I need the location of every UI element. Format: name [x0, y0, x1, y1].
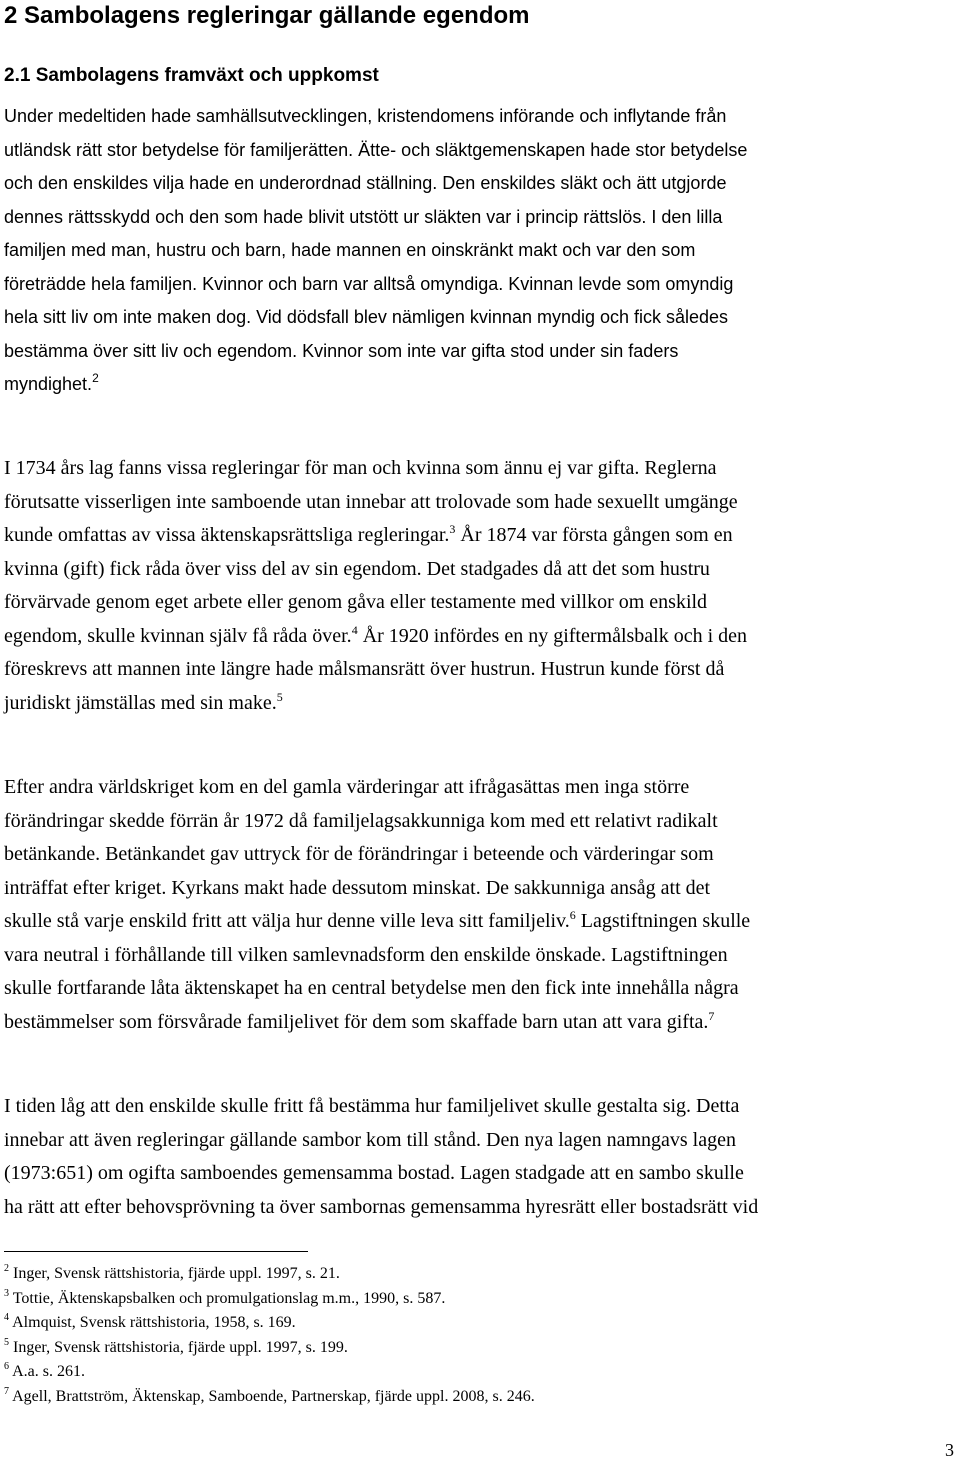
- footnote-number: 7: [4, 1385, 9, 1397]
- text-fragment: bestämmelser som försvårade familjelivet för dem som skaffade barn utan att vara gifta.: [4, 1010, 709, 1033]
- footnote-separator: [4, 1251, 308, 1252]
- footnote-text: Inger, Svensk rättshistoria, fjärde uppl. 1997, s. 199.: [13, 1338, 348, 1356]
- footnote-ref: 6: [569, 908, 576, 922]
- text-line: familjen med man, hustru och barn, hade mannen en oinskränkt makt och var den som: [4, 240, 696, 260]
- footnote-number: 2: [4, 1263, 9, 1274]
- footnote-ref: 7: [708, 1008, 715, 1023]
- text-line: I tiden låg att den enskilde skulle fritt få bestämma hur familjelivet skulle gestalta sig. Detta: [4, 1095, 740, 1117]
- text-fragment: Lagstiftningen skulle: [575, 910, 751, 932]
- paragraph-2: [4, 452, 747, 720]
- text-fragment: juridiskt jämställas med sin make.: [4, 691, 277, 714]
- footnote-text: A.a. s. 261.: [12, 1363, 86, 1380]
- text-line: (1973:651) om ogifta samboendes gemensamma bostad. Lagen stadgade att en sambo skulle: [4, 1162, 744, 1184]
- footnote: [4, 1360, 535, 1385]
- text-fragment: kunde omfattas av vissa äktenskapsrättsliga regleringar.: [4, 524, 450, 546]
- text-line: vara neutral i förhållande till vilken samlevnadsform den enskilde önskade. Lagstiftningen: [4, 943, 728, 966]
- text-fragment: myndighet.: [4, 374, 93, 394]
- footnote-number: 6: [4, 1361, 9, 1372]
- footnote-ref: 2: [92, 371, 99, 385]
- text-line: inträffat efter kriget. Kyrkans makt hade dessutom minskat. De sakkunniga ansåg att det: [4, 876, 711, 899]
- text-line: föreskrevs att mannen inte längre hade målsmansrätt över hustrun. Hustrun kunde först då: [4, 658, 725, 680]
- text-line: I 1734 års lag fanns vissa regleringar för man och kvinna som ännu ej var gifta. Reglerna: [4, 457, 717, 479]
- text-line: företrädde hela familjen. Kvinnor och barn var alltså omyndiga. Kvinnan levde som omyndig: [4, 273, 734, 294]
- footnote-text: Almquist, Svensk rättshistoria, 1958, s. 169.: [12, 1314, 296, 1331]
- text-line: [4, 905, 750, 939]
- footnote: [4, 1311, 535, 1336]
- text-fragment: skulle stå varje enskild fritt att välja hur denne ville leva sitt familjeliv.: [4, 910, 570, 932]
- text-line: betänkande. Betänkandet gav uttryck för de förändringar i beteende och värderingar som: [4, 843, 714, 865]
- footnote-text: Inger, Svensk rättshistoria, fjärde uppl. 1997, s. 21.: [13, 1265, 340, 1282]
- text-fragment: År 1874 var första gången som en: [455, 524, 733, 546]
- paragraph-1: [4, 100, 747, 402]
- text-fragment: År 1920 infördes en ny giftermålsbalk och i den: [357, 624, 748, 647]
- footnote: [4, 1262, 535, 1287]
- paragraph-3: [4, 771, 750, 1039]
- footnote-number: 5: [4, 1336, 9, 1348]
- text-line: kvinna (gift) fick råda över viss del av sin egendom. Det stadgades då att det som hustru: [4, 557, 710, 580]
- text-line: Under medeltiden hade samhällsutvecklingen, kristendomens införande och inflytande från: [4, 106, 727, 126]
- text-line: förvärvade genom eget arbete eller genom gåva eller testamente med villkor om enskild: [4, 591, 708, 613]
- chapter-heading: 2 Sambolagens regleringar gällande egendom: [4, 2, 530, 29]
- text-line: [4, 1006, 750, 1040]
- footnote-number: 4: [4, 1312, 9, 1323]
- text-line: dennes rättsskydd och den som hade blivit utstött ur släkten var i princip rättslös. I den lilla: [4, 206, 723, 227]
- text-line: och den enskildes vilja hade en underordnad ställning. Den enskildes släkt och ätt utgjorde: [4, 173, 727, 193]
- text-line: hela sitt liv om inte maken dog. Vid dödsfall blev nämligen kvinnan myndig och fick således: [4, 307, 729, 327]
- footnote-ref: 5: [276, 689, 283, 704]
- footnote-text: Agell, Brattström, Äktenskap, Samboende, Partnerskap, fjärde uppl. 2008, s. 246.: [12, 1387, 535, 1405]
- footnote-ref: 3: [449, 522, 456, 536]
- page-number: 3: [945, 1440, 954, 1460]
- text-line: skulle fortfarande låta äktenskapet ha en central betydelse men den fick inte innehålla några: [4, 977, 739, 999]
- text-fragment: egendom, skulle kvinnan själv få råda över.: [4, 624, 352, 647]
- section-heading: 2.1 Sambolagens framväxt och uppkomst: [4, 65, 379, 86]
- footnote: [4, 1385, 535, 1410]
- text-line: [4, 519, 747, 553]
- footnote-list: [4, 1262, 535, 1409]
- text-line: bestämma över sitt liv och egendom. Kvinnor som inte var gifta stod under sin faders: [4, 340, 679, 361]
- paragraph-4: [4, 1090, 758, 1224]
- footnote-ref: 4: [351, 622, 358, 637]
- text-line: utländsk rätt stor betydelse för familjerätten. Ätte- och släktgemenskapen hade stor betydelse: [4, 139, 748, 160]
- footnote-text: Tottie, Äktenskapsbalken och promulgationslag m.m., 1990, s. 587.: [12, 1289, 446, 1307]
- text-line: [4, 687, 747, 721]
- footnote-number: 3: [4, 1287, 9, 1299]
- text-line: förutsatte visserligen inte samboende utan innebar att trolovade som hade sexuellt umgänge: [4, 490, 738, 513]
- text-line: [4, 620, 747, 654]
- text-line: [4, 368, 747, 402]
- text-line: innebar att även regleringar gällande sambor kom till stånd. Den nya lagen namngavs lagen: [4, 1128, 736, 1151]
- footnote: [4, 1287, 535, 1312]
- text-line: Efter andra världskriget kom en del gamla värderingar att ifrågasättas men inga större: [4, 776, 690, 798]
- text-line: förändringar skedde förrän år 1972 då familjelagsakkunniga kom med ett relativt radikalt: [4, 809, 718, 832]
- text-line: ha rätt att efter behovsprövning ta över sambornas gemensamma hyresrätt eller bostadsrätt vid: [4, 1195, 759, 1218]
- footnote: [4, 1336, 535, 1361]
